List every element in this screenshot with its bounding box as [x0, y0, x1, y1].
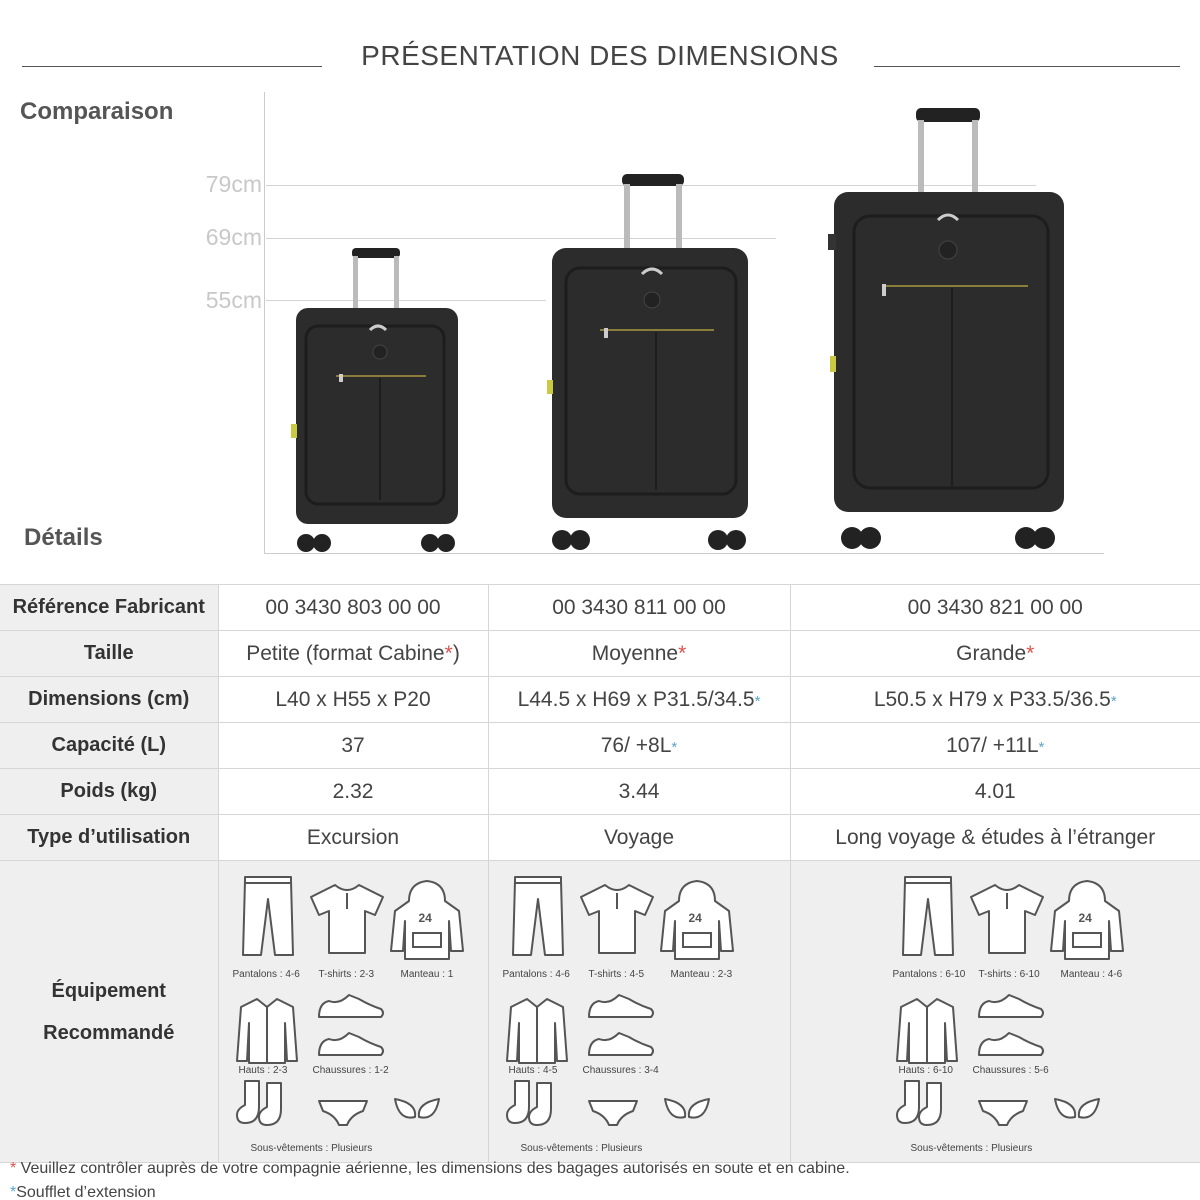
hoodie-icon — [387, 877, 467, 967]
socks-icon — [235, 1079, 295, 1133]
equipment-cell-large — [790, 861, 1200, 1163]
row-header-size: Taille — [0, 631, 218, 677]
shirt-icon — [505, 995, 569, 1073]
bra-icon — [1051, 1095, 1103, 1131]
footnote-expansion: *Soufflet d’extension — [10, 1184, 156, 1200]
cell-weight-medium: 3.44 — [488, 769, 790, 815]
sneaker-icon — [315, 1029, 385, 1067]
equipment-label-line1: Équipement — [51, 979, 166, 1002]
equip-label-pants: Pantalons : 6-10 — [892, 969, 966, 980]
equip-label-underwear: Sous-vêtements : Plusieurs — [520, 1143, 643, 1154]
table-row — [0, 769, 1200, 815]
cell-weight-large: 4.01 — [790, 769, 1200, 815]
details-label: Détails — [24, 524, 103, 551]
cell-capacity-small: 37 — [218, 723, 488, 769]
cell-usage-medium: Voyage — [488, 815, 790, 861]
header-rule-right — [874, 66, 1180, 67]
table-row — [0, 723, 1200, 769]
table-row — [0, 861, 1200, 1163]
sneaker-icon — [585, 1029, 655, 1067]
pants-icon — [239, 873, 297, 965]
table-row — [0, 677, 1200, 723]
specs-table — [0, 584, 1200, 1163]
suitcase-small-image — [290, 244, 470, 556]
equip-label-coat: Manteau : 2-3 — [670, 969, 733, 980]
cell-usage-large: Long voyage & études à l’étranger — [790, 815, 1200, 861]
equip-label-tops: Hauts : 4-5 — [508, 1065, 558, 1076]
cell-reference-large: 00 3430 821 00 00 — [790, 585, 1200, 631]
comparison-label: Comparaison — [20, 98, 174, 125]
pants-icon — [509, 873, 567, 965]
cell-usage-small: Excursion — [218, 815, 488, 861]
row-header-equipment — [0, 861, 218, 1163]
cell-dimensions-small: L40 x H55 x P20 — [218, 677, 488, 723]
shoe-icon — [315, 991, 385, 1029]
equip-label-tshirts: T-shirts : 4-5 — [588, 969, 645, 980]
equipment-cell-small — [218, 861, 488, 1163]
equip-label-pants: Pantalons : 4-6 — [502, 969, 570, 980]
equip-label-underwear: Sous-vêtements : Plusieurs — [250, 1143, 373, 1154]
row-header-reference: Référence Fabricant — [0, 585, 218, 631]
cell-size-medium: Moyenne* — [488, 631, 790, 677]
shirt-icon — [235, 995, 299, 1073]
tshirt-icon — [307, 881, 387, 963]
equip-label-coat: Manteau : 1 — [400, 969, 454, 980]
cell-dimensions-medium: L44.5 x H69 x P31.5/34.5* — [488, 677, 790, 723]
pants-icon — [899, 873, 957, 965]
table-row — [0, 631, 1200, 677]
ref-label-55: 55cm — [205, 287, 262, 313]
row-header-usage: Type d’utilisation — [0, 815, 218, 861]
equip-label-tops: Hauts : 6-10 — [898, 1065, 953, 1076]
hoodie-icon — [1047, 877, 1127, 967]
equip-label-pants: Pantalons : 4-6 — [232, 969, 300, 980]
socks-icon — [895, 1079, 955, 1133]
bra-icon — [661, 1095, 713, 1131]
equip-label-shoes: Chaussures : 1-2 — [312, 1065, 389, 1076]
equip-label-tops: Hauts : 2-3 — [238, 1065, 288, 1076]
table-row — [0, 815, 1200, 861]
row-header-weight: Poids (kg) — [0, 769, 218, 815]
equipment-cell-medium — [488, 861, 790, 1163]
equip-label-shoes: Chaussures : 5-6 — [972, 1065, 1049, 1076]
cell-reference-small: 00 3430 803 00 00 — [218, 585, 488, 631]
ref-label-79: 79cm — [205, 171, 262, 197]
cell-capacity-large: 107/ +11L* — [790, 723, 1200, 769]
shoe-icon — [585, 991, 655, 1029]
footnote-airline: * Veuillez contrôler auprès de votre compagnie aérienne, les dimensions des bagages autorisés en soute et en cabine. — [10, 1160, 850, 1177]
page-title: PRÉSENTATION DES DIMENSIONS — [361, 40, 839, 71]
ref-label-69: 69cm — [205, 224, 262, 250]
equipment-label-line2: Recommandé — [43, 1021, 175, 1044]
hoodie-number: 24 — [1078, 911, 1092, 925]
equip-label-tshirts: T-shirts : 2-3 — [318, 969, 375, 980]
equip-label-tshirts: T-shirts : 6-10 — [978, 969, 1040, 980]
cell-weight-small: 2.32 — [218, 769, 488, 815]
comparison-axis-vertical — [264, 92, 265, 554]
bra-icon — [391, 1095, 443, 1131]
briefs-icon — [977, 1097, 1029, 1133]
suitcase-medium-image — [546, 170, 752, 556]
hoodie-icon — [657, 877, 737, 967]
table-row — [0, 585, 1200, 631]
socks-icon — [505, 1079, 565, 1133]
hoodie-number: 24 — [418, 911, 432, 925]
shirt-icon — [895, 995, 959, 1073]
cell-dimensions-large: L50.5 x H79 x P33.5/36.5* — [790, 677, 1200, 723]
briefs-icon — [587, 1097, 639, 1133]
shoe-icon — [975, 991, 1045, 1029]
briefs-icon — [317, 1097, 369, 1133]
tshirt-icon — [577, 881, 657, 963]
equip-label-shoes: Chaussures : 3-4 — [582, 1065, 659, 1076]
hoodie-number: 24 — [688, 911, 702, 925]
cell-size-large: Grande* — [790, 631, 1200, 677]
row-header-dimensions: Dimensions (cm) — [0, 677, 218, 723]
equip-label-underwear: Sous-vêtements : Plusieurs — [910, 1143, 1033, 1154]
suitcase-large-image — [826, 106, 1072, 556]
cell-capacity-medium: 76/ +8L* — [488, 723, 790, 769]
cell-size-small: Petite (format Cabine*) — [218, 631, 488, 677]
sneaker-icon — [975, 1029, 1045, 1067]
cell-reference-medium: 00 3430 811 00 00 — [488, 585, 790, 631]
tshirt-icon — [967, 881, 1047, 963]
row-header-capacity: Capacité (L) — [0, 723, 218, 769]
equip-label-coat: Manteau : 4-6 — [1060, 969, 1123, 980]
